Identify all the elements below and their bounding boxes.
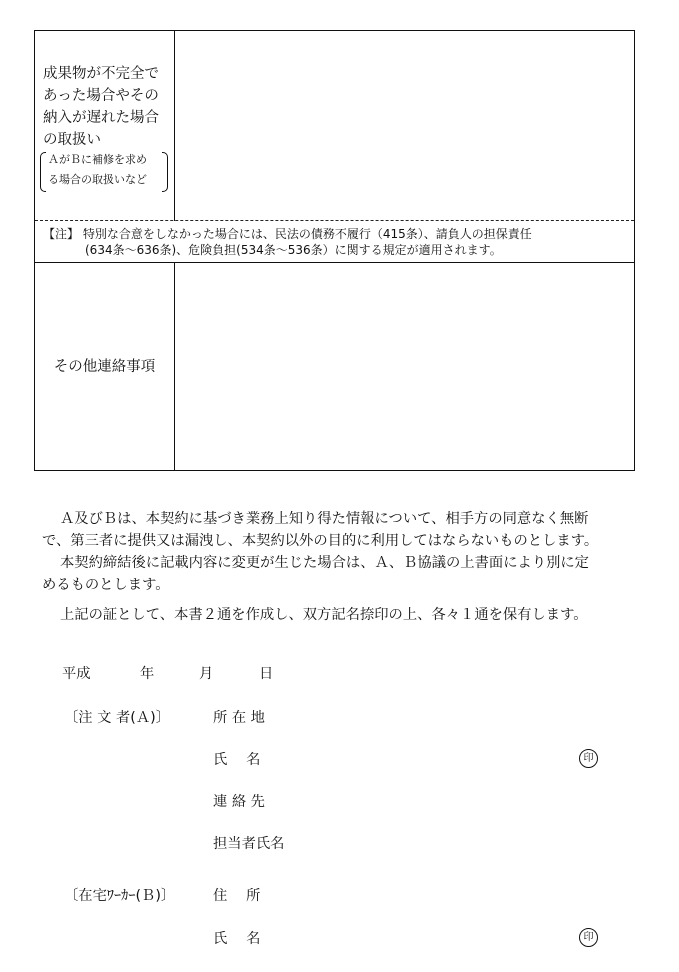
label-line: あった場合やその (43, 88, 159, 104)
worker-address-label: 住 所 (213, 888, 261, 904)
worker-name-label: 氏 名 (213, 931, 261, 947)
label-line: 納入が遅れた場合 (43, 110, 159, 126)
note-line-2: (634条～636条)、危険負担(534条～536条）に関する規定が適用されます。 (85, 243, 502, 257)
example-line: る場合の取扱いなど (48, 173, 147, 186)
dashed-divider (35, 220, 634, 221)
worker-seal-icon: 印 (579, 928, 598, 947)
client-label: 〔注 文 者(Ａ)〕 (64, 710, 171, 726)
paragraph-line: Ａ及びＢは、本契約に基づき業務上知り得た情報について、相手方の同意なく無断 (60, 511, 589, 527)
contract-terms-table (34, 30, 635, 471)
note-line-1: 【注】 特別な合意をしなかった場合には、民法の債務不履行（415条）、請負人の担保責任 (43, 227, 532, 241)
paragraph-line: 上記の証として、本書２通を作成し、双方記名捺印の上、各々１通を保有します。 (60, 607, 588, 623)
legal-note (43, 226, 628, 258)
date-era: 平成 (62, 666, 91, 682)
client-seal-icon: 印 (579, 749, 598, 768)
confidentiality-paragraph (42, 508, 642, 596)
attestation-paragraph (42, 604, 642, 626)
client-person-label: 担当者氏名 (213, 836, 285, 852)
date-day: 日 (259, 666, 274, 682)
client-name-label: 氏 名 (213, 752, 261, 768)
paragraph-line: めるものとします。 (42, 577, 170, 593)
defect-handling-label (43, 63, 173, 151)
worker-label: 〔在宅ﾜｰｶｰ(Ｂ)〕 (64, 888, 176, 904)
defect-handling-example (40, 150, 168, 194)
table-row-divider (35, 262, 634, 263)
table-column-divider-bottom (174, 263, 175, 470)
paragraph-line: で、第三者に提供又は漏洩し、本契約以外の目的に利用してはならないものとします。 (42, 533, 599, 549)
client-address-label: 所 在 地 (213, 710, 265, 726)
paragraph-line: 本契約締結後に記載内容に変更が生じた場合は、Ａ、Ｂ協議の上書面により別に定 (60, 555, 589, 571)
client-contact-label: 連 絡 先 (213, 794, 265, 810)
example-line: ＡがＢに補修を求め (48, 153, 147, 166)
label-line: 成果物が不完全で (43, 66, 159, 82)
date-year: 年 (140, 666, 155, 682)
label-line: の取扱い (43, 132, 101, 148)
date-month: 月 (199, 666, 214, 682)
other-notes-label: その他連絡事項 (53, 359, 156, 375)
table-column-divider-top (174, 31, 175, 221)
